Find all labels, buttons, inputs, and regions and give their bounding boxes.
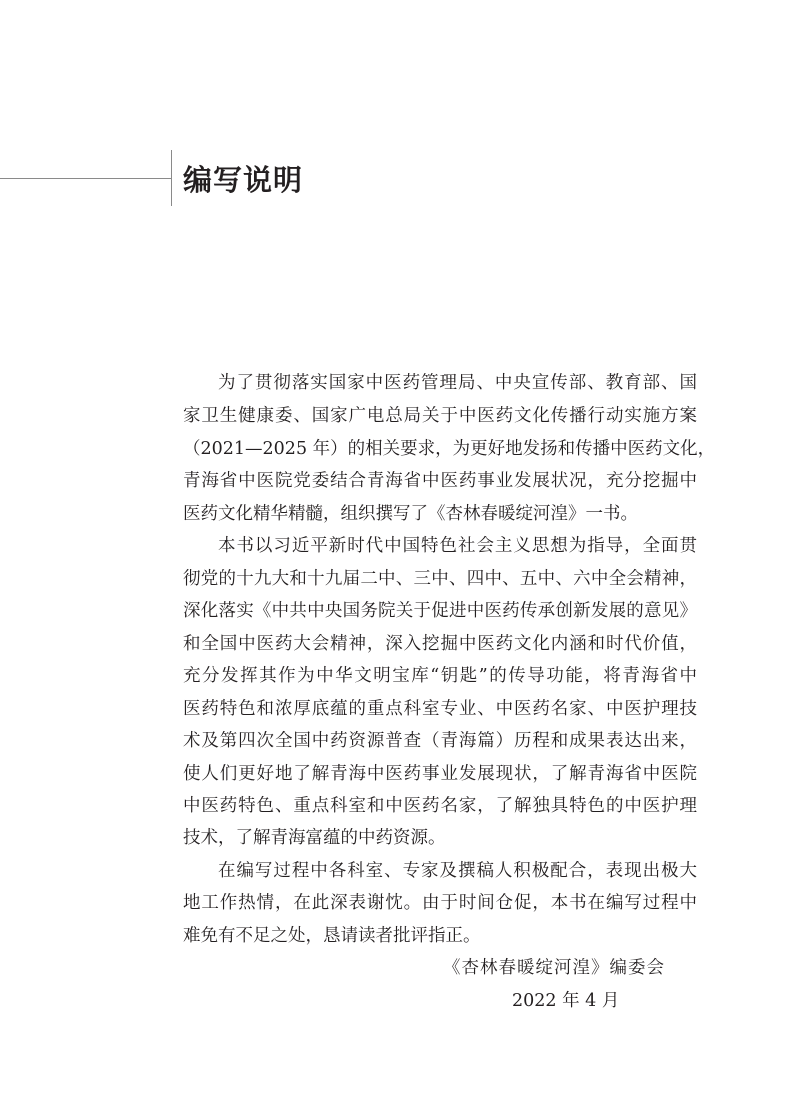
text-line: 医药文化精华精髓，组织撰写了《杏林春暖绽河湟》一书。 xyxy=(183,504,638,524)
page-title: 编写说明 xyxy=(183,163,304,197)
signature: 《杏林春暖绽河湟》编委会 xyxy=(443,958,665,978)
text-line: 家卫生健康委、国家广电总局关于中医药文化传播行动实施方案 xyxy=(183,406,697,426)
text-line: 青海省中医院党委结合青海省中医药事业发展状况，充分挖掘中 xyxy=(183,471,697,491)
text-line: 地工作热情，在此深表谢忱。由于时间仓促，本书在编写过程中 xyxy=(183,893,697,913)
heading-rule-vertical xyxy=(171,150,172,206)
text-line: 技术，了解青海富蕴的中药资源。 xyxy=(183,828,446,848)
text-line: 为了贯彻落实国家中医药管理局、中央宣传部、教育部、国 xyxy=(218,373,697,393)
text-line: 中医药特色、重点科室和中医药名家，了解独具特色的中医护理 xyxy=(183,796,697,816)
text-line: 本书以习近平新时代中国特色社会主义思想为指导，全面贯 xyxy=(218,536,697,556)
text-line: 医药特色和浓厚底蕴的重点科室专业、中医药名家、中医护理技 xyxy=(183,699,697,719)
text-line: 深化落实《中共中央国务院关于促进中医药传承创新发展的意见》 xyxy=(183,601,697,621)
text-line: （2021—2025 年）的相关要求，为更好地发扬和传播中医药文化， xyxy=(183,439,716,459)
text-line: 使人们更好地了解青海中医药事业发展现状，了解青海省中医院 xyxy=(183,764,697,784)
text-line: 彻党的十九大和十九届二中、三中、四中、五中、六中全会精神， xyxy=(183,569,697,589)
text-line: 术及第四次全国中药资源普查（青海篇）历程和成果表达出来， xyxy=(183,731,697,751)
heading-rule-horizontal xyxy=(0,178,171,179)
text-line: 在编写过程中各科室、专家及撰稿人积极配合，表现出极大 xyxy=(218,861,697,881)
text-line: 充分发挥其作为中华文明宝库“钥匙”的传导功能，将青海省中 xyxy=(183,666,697,686)
text-line: 和全国中医药大会精神，深入挖掘中医药文化内涵和时代价值， xyxy=(183,634,697,654)
date: 2022 年 4 月 xyxy=(512,991,620,1011)
text-line: 难免有不足之处，恳请读者批评指正。 xyxy=(183,926,481,946)
